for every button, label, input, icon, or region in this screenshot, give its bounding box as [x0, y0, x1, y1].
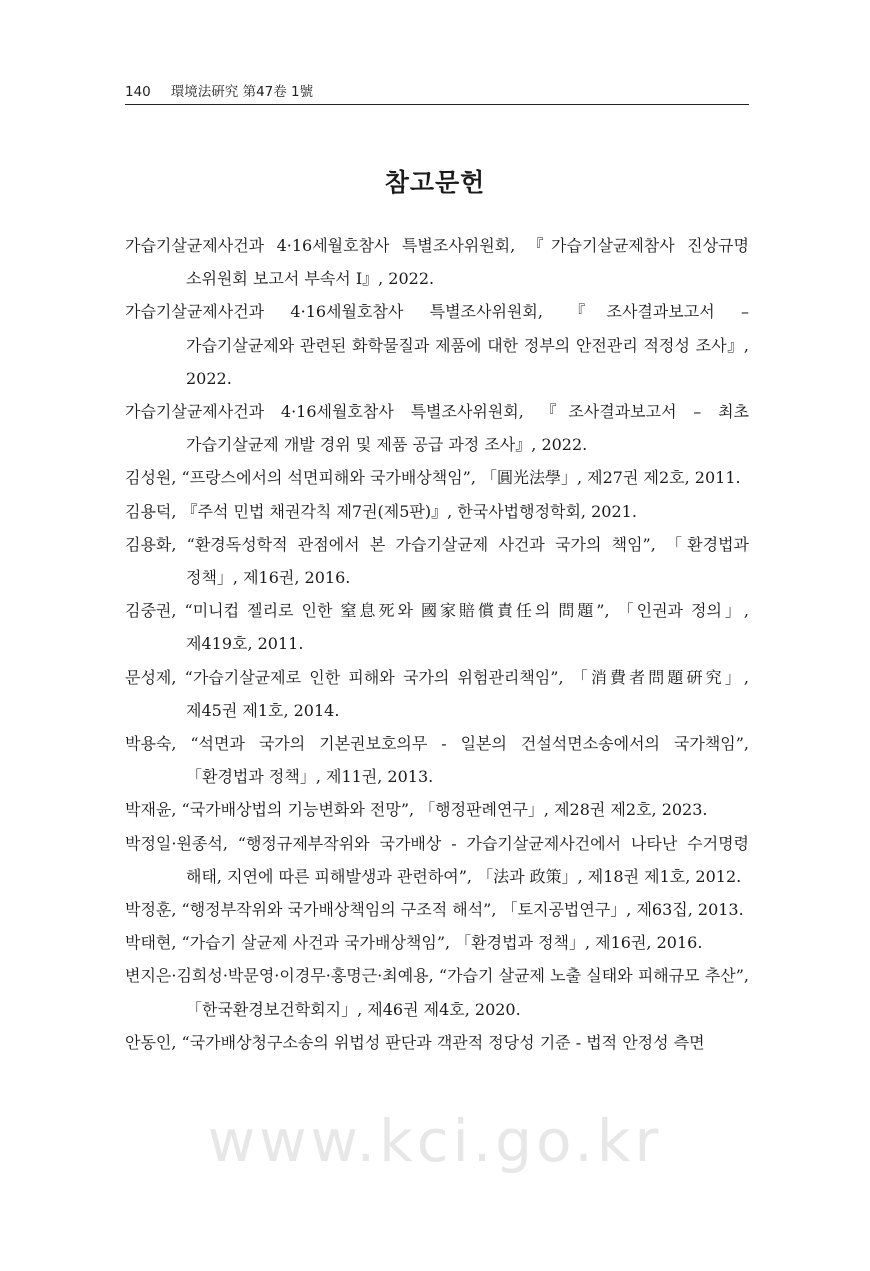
journal-title: 環境法硏究 第47卷 1號 [170, 84, 314, 100]
reference-item: 김용덕, 『주석 민법 채권각칙 제7권(제5판)』, 한국사법행정학회, 2021. [125, 501, 637, 521]
reference-item: 안동인, “국가배상청구소송의 위법성 판단과 객관적 정당성 기준 - 법적 안정성 측면 [125, 1032, 705, 1052]
reference-item: 가습기살균제사건과 4·16세월호참사 특별조사위원회, 『가습기살균제참사 진상규명 소위원회 보고서 부속서 Ⅰ』, 2022. [125, 236, 749, 289]
reference-item: 박재윤, “국가배상법의 기능변화와 전망”, 「행정판례연구」, 제28권 제2호, 2023. [125, 800, 708, 820]
reference-item: 김성원, “프랑스에서의 석면피해와 국가배상책임”, 「圓光法學」, 제27권 제2호, 2011. [125, 468, 741, 488]
reference-item: 박정일·원종석, “행정규제부작위와 국가배상 - 가습기살균제사건에서 나타난 수거명령 해태, 지연에 따른 피해발생과 관련하여”, 「法과 政策」, 제18권 제1호, 2012. [125, 833, 749, 886]
reference-item: 가습기살균제사건과 4·16세월호참사 특별조사위원회, 『조사결과보고서 – 최초 가습기살균제 개발 경위 및 제품 공급 과정 조사』, 2022. [125, 402, 749, 455]
page-title: 참고문헌 [384, 168, 486, 197]
reference-item: 박용숙, “석면과 국가의 기본권보호의무 - 일본의 건설석면소송에서의 국가책임”, 「환경법과 정책」, 제11권, 2013. [125, 734, 749, 787]
reference-list [125, 229, 749, 1059]
reference-item: 박태현, “가습기 살균제 사건과 국가배상책임”, 「환경법과 정책」, 제16권, 2016. [125, 933, 703, 953]
reference-item: 김용화, “환경독성학적 관점에서 본 가습기살균제 사건과 국가의 책임”, 「환경법과 정책」, 제16권, 2016. [125, 534, 749, 588]
reference-item: 박정훈, “행정부작위와 국가배상책임의 구조적 해석”, 「토지공법연구」, 제63집, 2013. [125, 900, 744, 920]
reference-item: 변지은·김희성·박문영·이경무·홍명근·최예용, “가습기 살균제 노출 실태와 피해규모 추산”, 「한국환경보건학회지」, 제46권 제4호, 2020. [125, 966, 749, 1019]
running-header [125, 82, 749, 105]
page-number: 140 [125, 84, 151, 100]
reference-item: 김중권, “미니컵 젤리로 인한 窒息死와 國家賠償責任의 問題”, 「인권과 정의」, 제419호, 2011. [125, 601, 749, 654]
reference-item: 가습기살균제사건과 4·16세월호참사 특별조사위원회, 『조사결과보고서 – 가습기살균제와 관련된 화학물질과 제품에 대한 정부의 안전관리 적정성 조사』, 2022. [125, 302, 749, 388]
reference-item: 문성제, “가습기살균제로 인한 피해와 국가의 위험관리책임”, 「消費者問題硏究」, 제45권 제1호, 2014. [125, 667, 749, 720]
watermark: www.kci.go.kr [207, 1107, 663, 1175]
